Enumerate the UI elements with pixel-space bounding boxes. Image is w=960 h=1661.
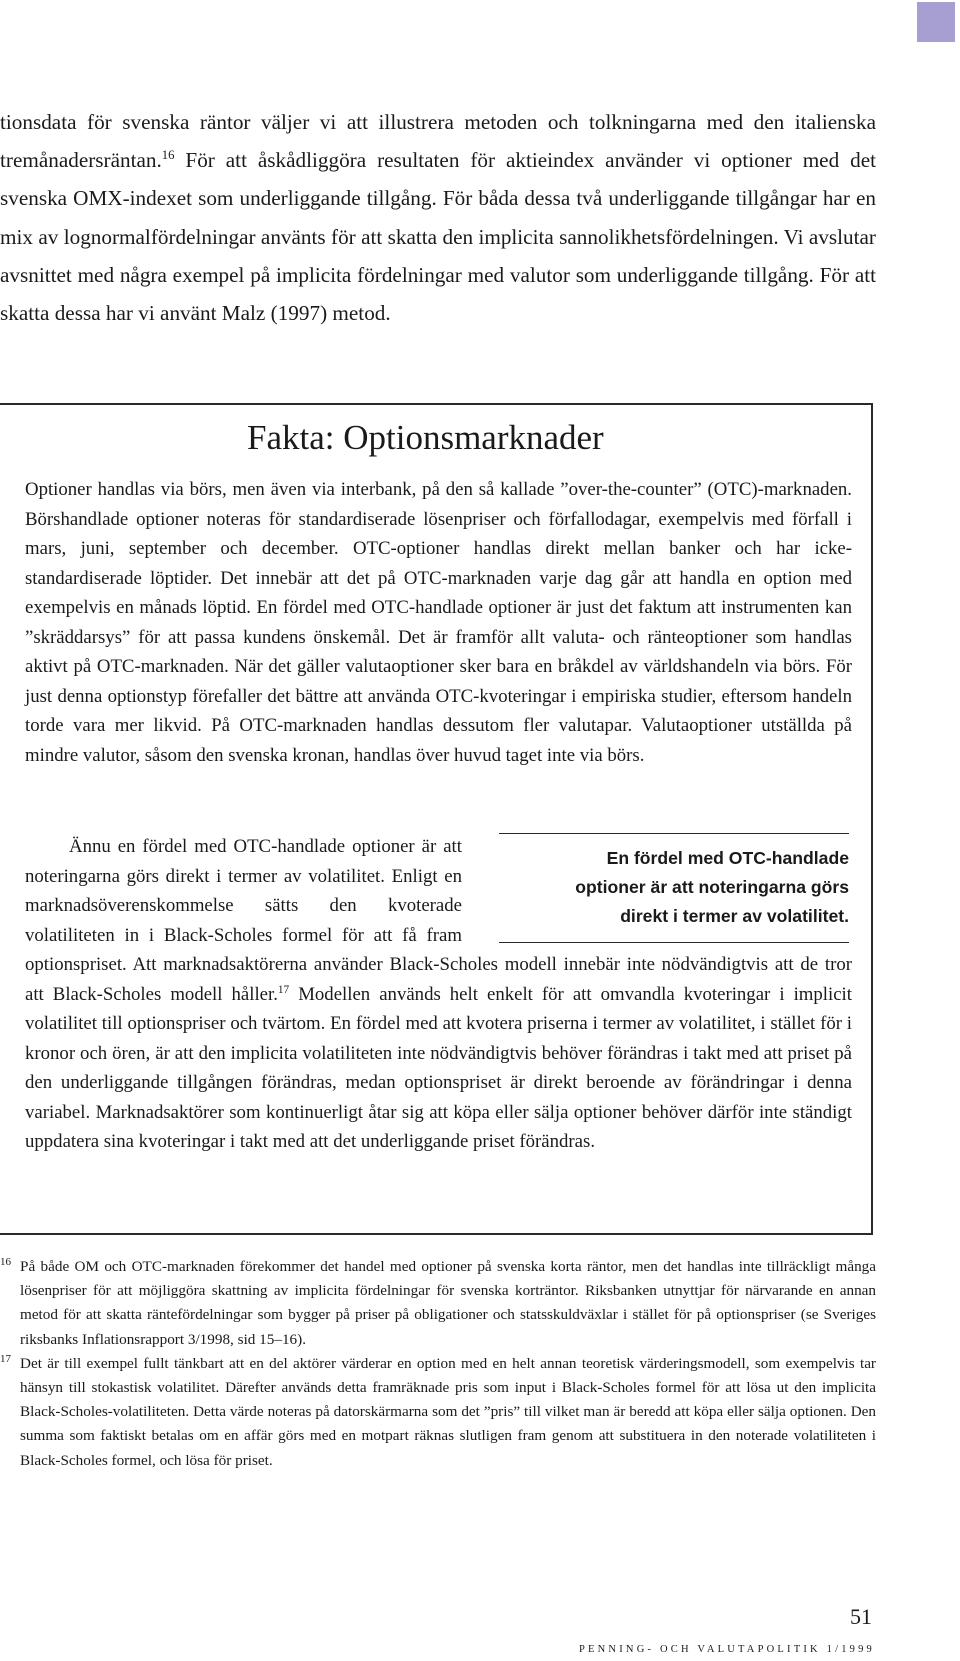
- fact-box-paragraph: Optioner handlas via börs, men även via interbank, på den så kallade ”over-the-counter” (OTC)-marknaden. Börshandlade optioner noteras för standardiserade lösenpriser och förfallodagar, exempelvis med förfall i mars, juni, september och december. OTC-optioner handlas direkt mellan banker och har icke-standardiserade löptider. Det innebär att det på OTC-marknaden varje dag går att handla en option med exempelvis en månads löptid. En fördel med OTC-handlade optioner är just det faktum att instrumenten kan ”skräddarsys” för att passa kundens önskemål. Det är framför allt valuta- och ränteoptioner som handlas aktivt på OTC-marknaden. När det gäller valutaoptioner sker bara en bråkdel av världshandeln via börs. För just denna optionstyp förefaller det bättre att använda OTC-kvoteringar i empiriska studier, eftersom handeln torde vara mer likvid. På OTC-marknaden handlas dessutom fler valutapar. Valutaoptioner utställda på mindre valutor, såsom den svenska kronan, handlas över huvud taget inte via börs.: [25, 479, 852, 766]
- footnote-text: På både OM och OTC-marknaden förekommer det handel med optioner på svenska korta räntor, men det handlas inte tillräckligt många lösenpriser för att möjliggöra skattning av implicita fördelningar för svenska korträntor. Riksbanken utnyttjar för närvarande en annan metod för att skatta räntefördelningar som bygger på priser på obligationer och statsskuldväxlar i stället för på optionspriser (se Sveriges riksbanks Inflationsrapport 3/1998, sid 15–16).: [20, 1258, 876, 1348]
- pull-quote-line: direkt i termer av volatilitet.: [620, 906, 849, 926]
- footnote-number: 16: [0, 1256, 11, 1268]
- pull-quote-line: En fördel med OTC-handlade: [606, 848, 849, 868]
- intro-paragraph: tionsdata för svenska räntor väljer vi att illustrera metoden och tolkningarna med den italienska tremånadersräntan.$^{16}$ För att åskådliggöra resultaten för aktieindex använder vi optioner med det svenska OMX-indexet som underliggande tillgång. För båda dessa två underliggande tillgångar har en mix av lognormalfördelningar använts för att skatta den implicita sannolikhetsfördelningen. Vi avslutar avsnittet med några exempel på implicita fördelningar med valutor som underliggande tillgång. För att skatta dessa har vi använt Malz (1997) metod.: [0, 110, 876, 326]
- pull-quote-line: optioner är att noteringarna görs: [575, 877, 849, 897]
- corner-marker: [917, 2, 955, 42]
- page-number: 51: [850, 1604, 872, 1629]
- footnotes: [0, 1255, 876, 1473]
- footnote-17: [0, 1352, 876, 1473]
- footnote-text: Det är till exempel fullt tänkbart att en del aktörer värderar en option med en helt annan teoretisk värderingsmodell, som exempelvis tar hänsyn till stokastisk volatilitet. Därefter används detta framräknade pris som input i Black-Scholes formel för att lösa ut den implicita Black-Scholes-volatiliteten. Detta värde noteras på datorskärmarna som det ”pris” till vilket man är beredd att köpa eller sälja optionen. Den summa som faktiskt betalas om en affär görs med en motpart räknas slutligen fram genom att substituera in den noterade volatiliteten i Black-Scholes formel, och lösa för priset.: [20, 1354, 876, 1469]
- footnote-number: 17: [0, 1352, 11, 1365]
- fact-box-paragraph-2: Ännu en fördel med OTC-handlade optioner är att noteringarna görs direkt i termer av volatilitet. Enligt en marknadsöverenskommelse sätts den kvoterade volatiliteten in i Black-Scholes formel för att få fram optionspriset. Att marknadsaktörerna använder Black-Scholes modell innebär inte nödvändigtvis att de tror att Black-Scholes modell håller.$^{17}$ Modellen används helt enkelt för att omvandla kvoteringar i implicit volatilitet till optionspriser och tvärtom. En fördel med att kvotera priserna i termer av volatilitet, i stället för i kronor och ören, är att den implicita volatiliteten inte nödvändigtvis behöver förändras i takt med att priset på den underliggande tillgången förändras, medan optionspriset är direkt beroende av förändringar i denna variabel. Marknadsaktörer som kontinuerligt åtar sig att köpa eller sälja optioner behöver därför inte ständigt uppdatera sina kvoteringar i takt med att det underliggande priset förändras.: [25, 836, 852, 1152]
- fact-box-title: Fakta: Optionsmarknader: [247, 418, 604, 457]
- footnote-ref-16[interactable]: 16: [161, 148, 175, 163]
- footnote-16: [0, 1255, 876, 1352]
- pull-quote: [499, 833, 849, 943]
- footnote-ref-17[interactable]: 17: [277, 983, 290, 996]
- running-footer: PENNING- OCH VALUTAPOLITIK 1/1999: [579, 1644, 875, 1655]
